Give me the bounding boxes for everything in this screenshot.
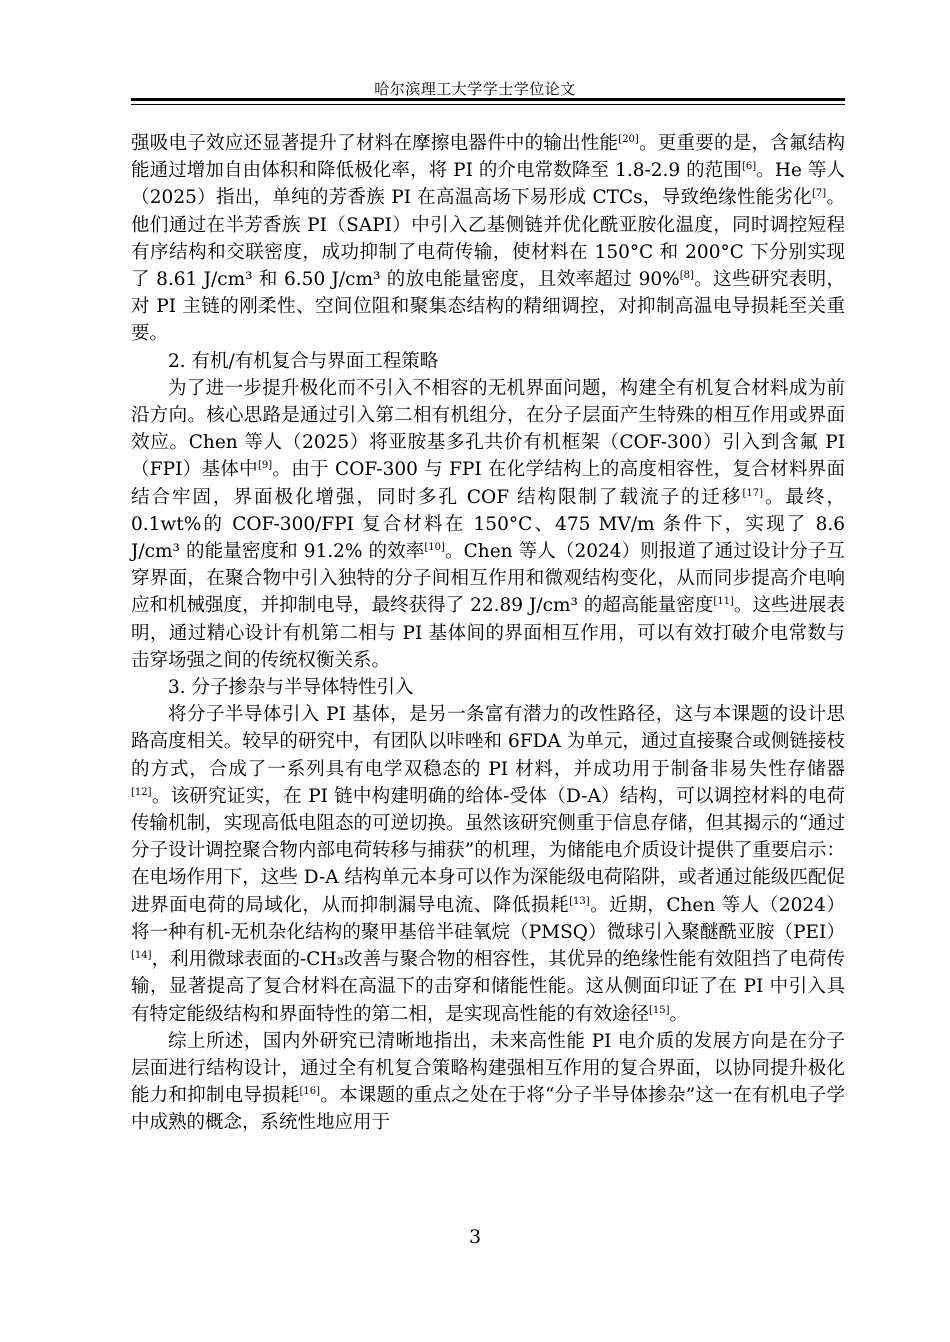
text-run: 综上所述，国内外研究已清晰地指出，未来高性能 PI 电介质的发展方向是在分子层面进行结构设计，通过全有机复合策略构建强相互作用的复合界面，以协同提升极化能力和抑制电导损耗 xyxy=(131,1030,845,1107)
paragraph xyxy=(131,375,845,674)
citation-ref: [7] xyxy=(812,188,827,200)
citation-ref: [13] xyxy=(569,895,590,907)
citation-ref: [16] xyxy=(299,1085,321,1097)
header-rule-thin xyxy=(131,104,845,105)
text-run: 。He 等人（2025）指出，单纯的芳香族 PI 在高温高场下易形成 CTCs，导致绝缘性能劣化 xyxy=(131,160,846,209)
text-run: 。Chen 等人（2024）则报道了通过设计分子互穿界面，在聚合物中引入独特的分子间相互作用和微观结构变化，从而同步提高介电响应和机械强度，并抑制电导，最终获得了 22.89 J/cm³ 的超高能量密度 xyxy=(131,541,845,617)
citation-ref: [11] xyxy=(713,596,734,608)
citation-ref: [14] xyxy=(131,949,152,961)
text-run: 将分子半导体引入 PI 基体，是另一条富有潜力的改性路径，这与本课题的设计思路高度相关。较早的研究中，有团队以咔唑和 6FDA 为单元，通过直接聚合或侧链接枝的方式，合成了一系列具有电学双稳态的 PI 材料，并成功用于制备非易失性存储器 xyxy=(131,704,845,780)
text-run: 。本课题的重点之处在于将“分子半导体掺杂”这一在有机电子学中成熟的概念，系统性地应用于 xyxy=(131,1085,845,1134)
section-heading xyxy=(131,348,845,375)
page-number: 3 xyxy=(468,1226,482,1248)
text-run: 。更重要的是，含氟结构能通过增加自由体积和降低极化率，将 PI 的介电常数降至 1.8-2.9 的范围 xyxy=(131,133,845,182)
paragraph xyxy=(131,701,845,1027)
text-run: 强吸电子效应还显著提升了材料在摩擦电器件中的输出性能 xyxy=(131,133,619,154)
citation-ref: [17] xyxy=(742,487,763,499)
text-run: 。他们通过在半芳香族 PI（SAPI）中引入乙基侧链并优化酰亚胺化温度，同时调控短程有序结构和交联密度，成功抑制了电荷传输，使材料在 150°C 和 200°C 下分别实现了 8.61 J/cm³ 和 6.50 J/cm³ 的放电能量密度，且效率超过 90% xyxy=(131,187,845,291)
text-run: 。该研究证实，在 PI 链中构建明确的给体-受体（D-A）结构，可以调控材料的电荷传输机制，实现高低电阻态的可逆切换。虽然该研究侧重于信息存储，但其揭示的“通过分子设计调控聚合物内部电荷转移与捕获”的机理，为储能电介质设计提供了重要启示：在电场作用下，这些 D-A 结构单元本身可以作为深能级电荷陷阱，或者通过能级匹配促进界面电荷的局域化，从而抑制漏导电流、降低损耗 xyxy=(131,785,845,916)
section-heading xyxy=(131,674,845,701)
text-run: 。由于 COF-300 与 FPI 在化学结构上的高度相容性，复合材料界面结合牢固，界面极化增强，同时多孔 COF 结构限制了载流子的迁移 xyxy=(131,459,845,508)
citation-ref: [10] xyxy=(424,541,445,553)
text-run: 3. 分子掺杂与半导体特性引入 xyxy=(168,677,414,699)
citation-ref: [8] xyxy=(679,269,694,281)
citation-ref: [12] xyxy=(131,786,152,798)
header-rule-thick xyxy=(131,98,845,101)
text-run: 。 xyxy=(669,1003,689,1025)
running-header: 哈尔滨理工大学学士学位论文 xyxy=(374,80,576,98)
paragraph-continuation xyxy=(131,130,845,348)
paragraph xyxy=(131,1028,845,1137)
body-text xyxy=(131,130,845,1137)
text-run: 。近期，Chen 等人（2024）将一种有机-无机杂化结构的聚甲基倍半硅氧烷（PMSQ）微球引入聚醚酰亚胺（PEI） xyxy=(131,894,845,943)
citation-ref: [15] xyxy=(649,1004,670,1016)
citation-ref: [9] xyxy=(257,460,273,472)
text-run: 为了进一步提升极化而不引入不相容的无机界面问题，构建全有机复合材料成为前沿方向。核心思路是通过引入第二相有机组分，在分子层面产生特殊的相互作用或界面效应。Chen 等人（2025）将亚胺基多孔共价有机框架（COF-300）引入到含氟 PI（FPI）基体中 xyxy=(131,377,845,481)
text-run: 。最终，0.1wt%的 COF-300/FPI 复合材料在 150°C、475 MV/m 条件下，实现了 8.6 J/cm³ 的能量密度和 91.2% 的效率 xyxy=(131,486,845,563)
text-run: 。这些进展表明，通过精心设计有机第二相与 PI 基体间的界面相互作用，可以有效打破介电常数与击穿场强之间的传统权衡关系。 xyxy=(131,595,845,671)
text-run: ，利用微球表面的-CH₃改善与聚合物的相容性，其优异的绝缘性能有效阻挡了电荷传输，显著提高了复合材料在高温下的击穿和储能性能。这从侧面印证了在 PI 中引入具有特定能级结构和界面特性的第二相，是实现高性能的有效途径 xyxy=(131,949,845,1025)
citation-ref: [6] xyxy=(741,161,757,173)
citation-ref: [20] xyxy=(618,133,639,145)
text-run: 。这些研究表明，对 PI 主链的刚柔性、空间位阻和聚集态结构的精细调控，对抑制高温电导损耗至关重要。 xyxy=(131,269,845,345)
text-run: 2. 有机/有机复合与界面工程策略 xyxy=(168,350,439,372)
